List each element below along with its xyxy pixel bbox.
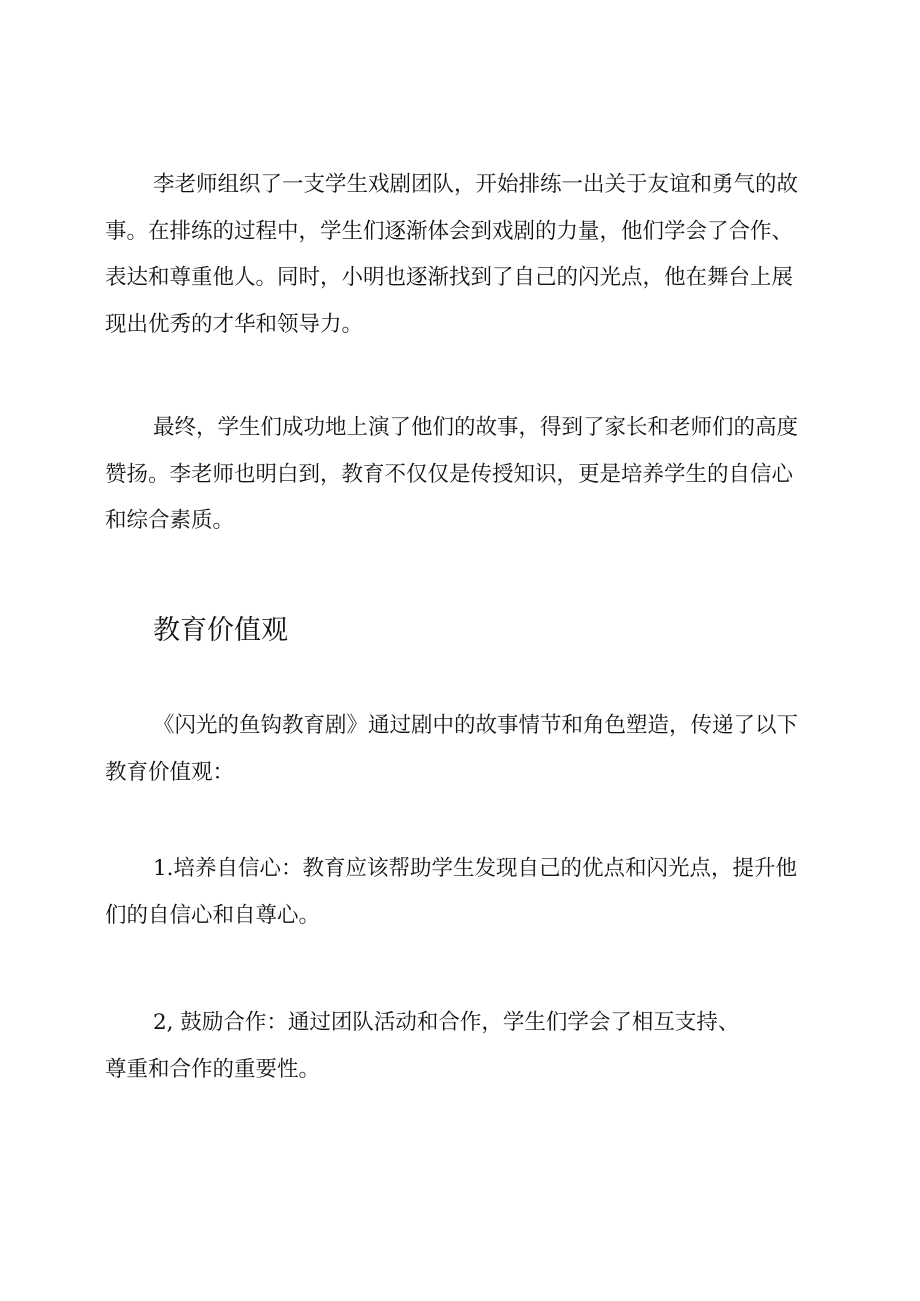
list-item-confidence: [105, 846, 815, 939]
paragraph-line: 现出优秀的才华和领导力。: [105, 311, 364, 337]
paragraph-line: 最终，学生们成功地上演了他们的故事，得到了家长和老师们的高度: [153, 415, 799, 440]
paragraph-intro: [105, 703, 815, 796]
paragraph-line: 1.培养自信心：教育应该帮助学生发现自己的优点和闪光点，提升他: [153, 856, 798, 881]
paragraph-line: 尊重和合作的重要性。: [105, 1056, 321, 1082]
paragraph-line: 教育价值观：: [105, 759, 235, 785]
paragraph-line: 事。在排练的过程中，学生们逐渐体会到戏剧的力量，他们学会了合作、: [105, 218, 794, 244]
paragraph-line: 们的自信心和自尊心。: [105, 902, 321, 928]
paragraph-line: 表达和尊重他人。同时，小明也逐渐找到了自己的闪光点，他在舞台上展: [105, 265, 794, 290]
section-heading: 教育价值观: [153, 615, 288, 646]
paragraph-line: 2, 鼓励合作：通过团队活动和合作，学生们学会了相互支持、: [153, 1010, 740, 1035]
paragraph-outcome: [105, 405, 815, 545]
list-item-cooperation: [105, 1000, 815, 1093]
paragraph-rehearsal: [105, 162, 815, 348]
paragraph-line: 赞扬。李老师也明白到，教育不仅仅是传授知识，更是培养学生的自信心: [105, 461, 794, 487]
paragraph-line: 《闪光的鱼钩教育剧》通过剧中的故事情节和角色塑造，传递了以下: [153, 713, 799, 738]
paragraph-line: 李老师组织了一支学生戏剧团队，开始排练一出关于友谊和勇气的故: [153, 172, 799, 197]
paragraph-line: 和综合素质。: [105, 508, 235, 533]
